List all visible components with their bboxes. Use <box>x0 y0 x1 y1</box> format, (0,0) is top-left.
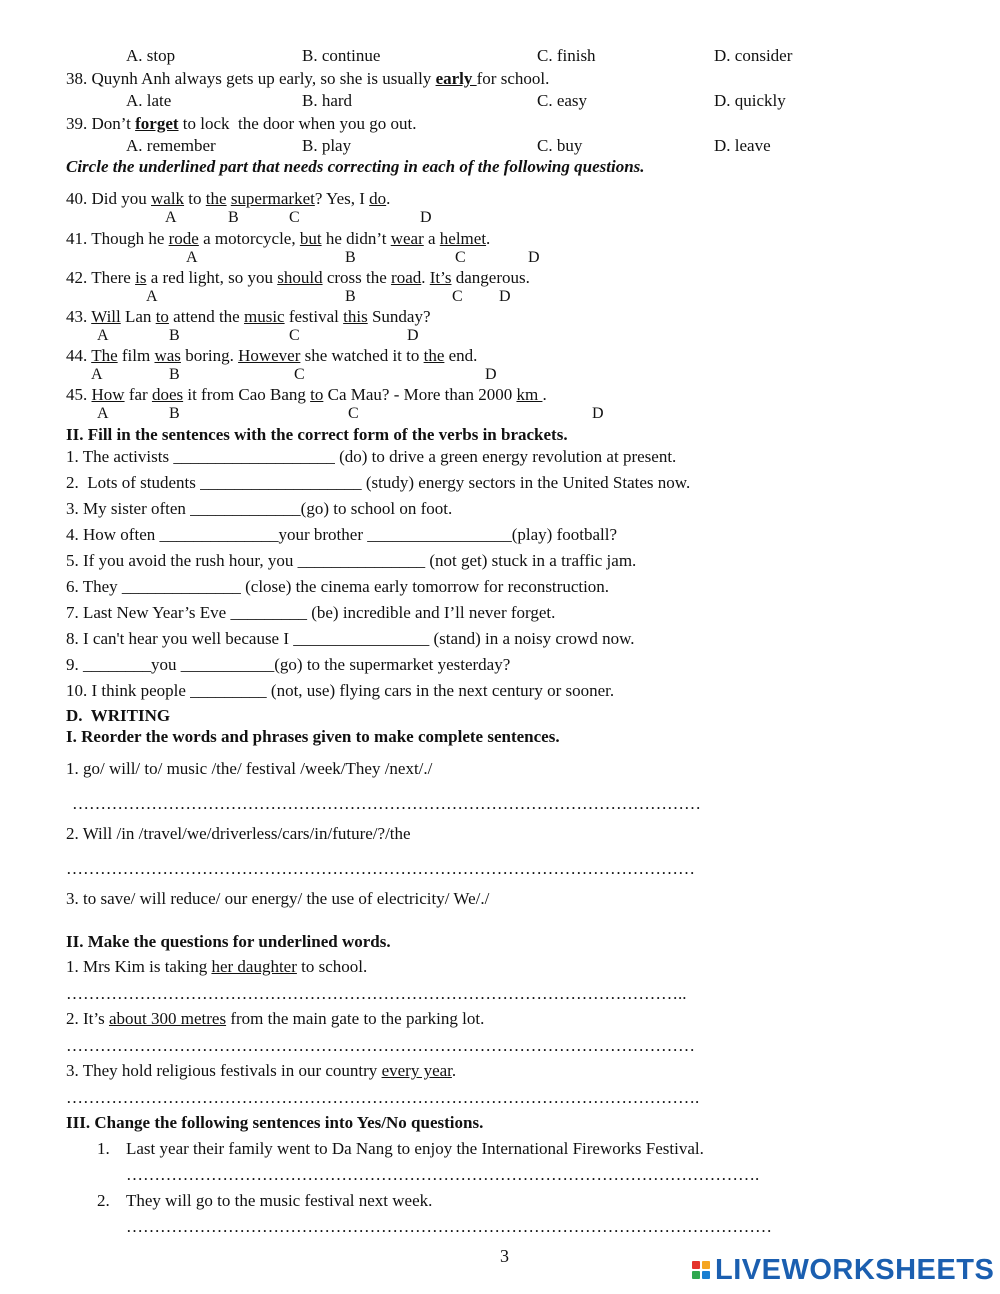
q43-sentence: 43. Will Lan to attend the music festival this Sunday? <box>66 307 431 326</box>
writing-heading: D. WRITING <box>66 706 171 725</box>
q45-sentence: 45. How far does it from Cao Bang to Ca Mau? - More than 2000 km . <box>66 385 547 404</box>
verb-item-10: 10. I think people _________ (not, use) flying cars in the next century or sooner. <box>66 681 615 700</box>
q37-option-b: B. continue <box>302 46 381 65</box>
verb-item-3: 3. My sister often _____________(go) to school on foot. <box>66 499 453 518</box>
yesno-number-2: 2. <box>97 1191 110 1210</box>
mark-square-red <box>692 1261 700 1269</box>
verb-item-4: 4. How often ______________your brother _________________(play) football? <box>66 525 617 544</box>
q38-option-a: A. late <box>126 91 172 110</box>
liveworksheets-wordmark: LIVEWORKSHEETS <box>715 1253 995 1286</box>
q38-option-c: C. easy <box>537 91 588 110</box>
q40-sentence: 40. Did you walk to the supermarket? Yes, I do. <box>66 189 391 208</box>
questions-heading: II. Make the questions for underlined words. <box>66 932 391 951</box>
question-item-1: 1. Mrs Kim is taking her daughter to school. <box>66 957 368 976</box>
q44-letter-d: D <box>485 366 497 383</box>
reorder-item-3: 3. to save/ will reduce/ our energy/ the use of electricity/ We/./ <box>66 889 490 908</box>
answer-line-question-3[interactable]: …………………………………………………………………………………………………. <box>66 1088 700 1107</box>
answer-line-question-1[interactable]: ……………………………………………………………………………………………….. <box>66 984 687 1003</box>
verb-item-1: 1. The activists ___________________ (do) to drive a green energy revolution at present. <box>66 447 677 466</box>
mark-square-blue <box>702 1271 710 1279</box>
q43-letter-a: A <box>97 327 109 344</box>
q45-letter-b: B <box>169 405 180 422</box>
q42-letter-c: C <box>452 288 463 305</box>
q45-letter-c: C <box>348 405 359 422</box>
verb-item-7: 7. Last New Year’s Eve _________ (be) incredible and I’ll never forget. <box>66 603 556 622</box>
q40-letter-a: A <box>165 209 177 226</box>
error-section-heading: Circle the underlined part that needs correcting in each of the following questions. <box>66 157 645 176</box>
q45-letter-d: D <box>592 405 604 422</box>
q42-letter-d: D <box>499 288 511 305</box>
q43-letter-c: C <box>289 327 300 344</box>
mark-square-orange <box>702 1261 710 1269</box>
q44-letter-a: A <box>91 366 103 383</box>
verb-item-9: 9. ________you ___________(go) to the supermarket yesterday? <box>66 655 511 674</box>
q39-option-c: C. buy <box>537 136 583 155</box>
q38-option-b: B. hard <box>302 91 353 110</box>
yesno-item-2: They will go to the music festival next week. <box>126 1191 433 1210</box>
q40-letter-b: B <box>228 209 239 226</box>
q41-letter-a: A <box>186 249 198 266</box>
reorder-item-2: 2. Will /in /travel/we/driverless/cars/in/future/?/the <box>66 824 411 843</box>
q37-option-a: A. stop <box>126 46 176 65</box>
page-number: 3 <box>500 1246 509 1266</box>
q41-letter-c: C <box>455 249 466 266</box>
q42-sentence: 42. There is a red light, so you should cross the road. It’s dangerous. <box>66 268 530 287</box>
yesno-number-1: 1. <box>97 1139 110 1158</box>
q39-option-a: A. remember <box>126 136 216 155</box>
q38-key-word: early <box>435 69 477 88</box>
q41-letter-b: B <box>345 249 356 266</box>
q41-sentence: 41. Though he rode a motorcycle, but he didn’t wear a helmet. <box>66 229 491 248</box>
q39-key-word: forget <box>135 114 179 133</box>
q39-stem: 39. Don’t forget to lock the door when you go out. <box>66 114 417 133</box>
answer-line-question-2[interactable]: ………………………………………………………………………………………………… <box>66 1036 695 1055</box>
q40-letter-d: D <box>420 209 432 226</box>
mark-square-green <box>692 1271 700 1279</box>
yesno-item-1: Last year their family went to Da Nang to enjoy the International Fireworks Festival. <box>126 1139 704 1158</box>
verb-item-2: 2. Lots of students ___________________ (study) energy sectors in the United States now. <box>66 473 691 492</box>
yesno-heading: III. Change the following sentences into Yes/No questions. <box>66 1113 484 1132</box>
q45-letter-a: A <box>97 405 109 422</box>
q43-letter-d: D <box>407 327 419 344</box>
q39-option-b: B. play <box>302 136 352 155</box>
verb-item-8: 8. I can't hear you well because I ________________ (stand) in a noisy crowd now. <box>66 629 635 648</box>
q38-stem: 38. Quynh Anh always gets up early, so she is usually early for school. <box>66 69 550 88</box>
q42-letter-a: A <box>146 288 158 305</box>
answer-line-reorder-1[interactable]: ………………………………………………………………………………………………… <box>72 794 701 813</box>
q42-letter-b: B <box>345 288 356 305</box>
answer-line-yesno-1[interactable]: …………………………………………………………………………………………………. <box>126 1165 760 1184</box>
question-item-2: 2. It’s about 300 metres from the main gate to the parking lot. <box>66 1009 485 1028</box>
q37-option-c: C. finish <box>537 46 596 65</box>
q44-letter-b: B <box>169 366 180 383</box>
verb-item-6: 6. They ______________ (close) the cinema early tomorrow for reconstruction. <box>66 577 610 596</box>
reorder-item-1: 1. go/ will/ to/ music /the/ festival /week/They /next/./ <box>66 759 433 778</box>
q41-letter-d: D <box>528 249 540 266</box>
answer-line-yesno-2[interactable]: …………………………………………………………………………………………………… <box>126 1217 772 1236</box>
liveworksheets-mark-icon <box>692 1261 710 1279</box>
verbs-section-heading: II. Fill in the sentences with the correct form of the verbs in brackets. <box>66 425 568 444</box>
q43-letter-b: B <box>169 327 180 344</box>
liveworksheets-logo[interactable] <box>692 1253 994 1287</box>
answer-line-reorder-2[interactable]: ………………………………………………………………………………………………… <box>66 859 695 878</box>
q44-letter-c: C <box>294 366 305 383</box>
q44-sentence: 44. The film was boring. However she watched it to the end. <box>66 346 478 365</box>
q40-letter-c: C <box>289 209 300 226</box>
q39-option-d: D. leave <box>714 136 771 155</box>
question-item-3: 3. They hold religious festivals in our country every year. <box>66 1061 457 1080</box>
verb-item-5: 5. If you avoid the rush hour, you _______________ (not get) stuck in a traffic jam. <box>66 551 637 570</box>
q38-option-d: D. quickly <box>714 91 786 110</box>
reorder-heading: I. Reorder the words and phrases given to make complete sentences. <box>66 727 560 746</box>
q37-option-d: D. consider <box>714 46 793 65</box>
